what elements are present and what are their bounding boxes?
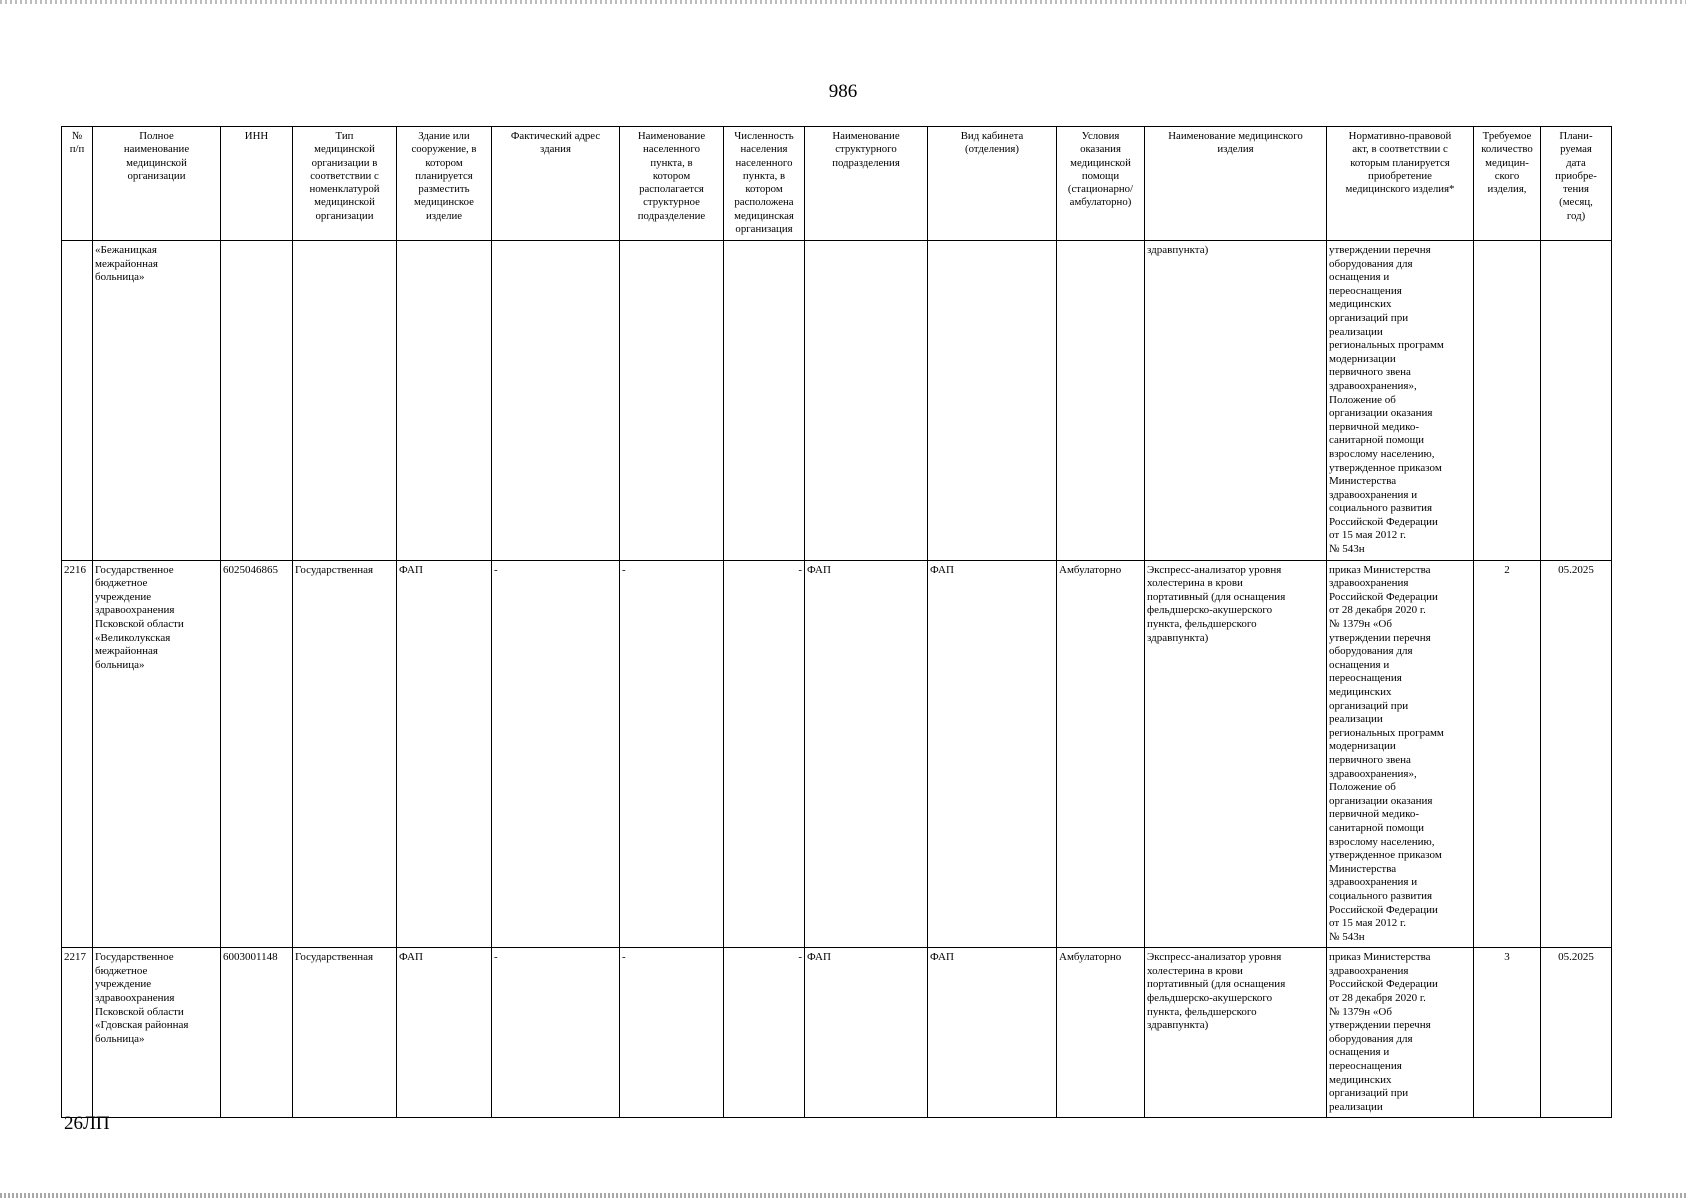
header-org-name: Полное наименование медицинской организации bbox=[93, 127, 221, 241]
cell-cabinet: ФАП bbox=[928, 948, 1057, 1118]
header-subdivision: Наименование структурного подразделения bbox=[805, 127, 928, 241]
table-row bbox=[62, 948, 1612, 1118]
cell-legal-act: приказ Министерства здравоохранения Российской Федерации от 28 декабря 2020 г. № 1379н «Об утверждении перечня оборудования для оснащения и переоснащения медицинских организаций при реализации bbox=[1327, 948, 1474, 1118]
cell-cabinet bbox=[928, 241, 1057, 561]
header-settlement: Наименование населенного пункта, в котором располагается структурное подразделение bbox=[620, 127, 724, 241]
cell-settlement: - bbox=[620, 948, 724, 1118]
cell-date bbox=[1541, 241, 1612, 561]
cell-org-type bbox=[293, 241, 397, 561]
cell-device: Экспресс-анализатор уровня холестерина в крови портативный (для оснащения фельдшерско-акушерского пункта, фельдшерского здравпункта) bbox=[1145, 560, 1327, 948]
cell-settlement bbox=[620, 241, 724, 561]
scan-edge-top bbox=[0, 0, 1686, 4]
scan-edge-bottom bbox=[0, 1193, 1686, 1198]
cell-org-type: Государственная bbox=[293, 560, 397, 948]
header-cabinet: Вид кабинета (отделения) bbox=[928, 127, 1057, 241]
cell-conditions: Амбулаторно bbox=[1057, 560, 1145, 948]
cell-device: здравпункта) bbox=[1145, 241, 1327, 561]
cell-population bbox=[724, 241, 805, 561]
cell-subdivision: ФАП bbox=[805, 948, 928, 1118]
cell-org-name: «Бежаницкая межрайонная больница» bbox=[93, 241, 221, 561]
header-conditions: Условия оказания медицинской помощи (стационарно/ амбулаторно) bbox=[1057, 127, 1145, 241]
equipment-table bbox=[61, 126, 1612, 1118]
cell-subdivision bbox=[805, 241, 928, 561]
table-header-row bbox=[62, 127, 1612, 241]
cell-subdivision: ФАП bbox=[805, 560, 928, 948]
cell-inn: 6025046865 bbox=[221, 560, 293, 948]
header-legal-act: Нормативно-правовой акт, в соответствии с которым планируется приобретение медицинского изделия* bbox=[1327, 127, 1474, 241]
header-date: Плани- руемая дата приобре- тения (месяц, год) bbox=[1541, 127, 1612, 241]
table-row bbox=[62, 560, 1612, 948]
header-population: Численность населения населенного пункта, в котором расположена медицинская организация bbox=[724, 127, 805, 241]
header-inn: ИНН bbox=[221, 127, 293, 241]
cell-quantity bbox=[1474, 241, 1541, 561]
header-address: Фактический адрес здания bbox=[492, 127, 620, 241]
cell-inn: 6003001148 bbox=[221, 948, 293, 1118]
cell-date: 05.2025 bbox=[1541, 948, 1612, 1118]
cell-device: Экспресс-анализатор уровня холестерина в крови портативный (для оснащения фельдшерско-акушерского пункта, фельдшерского здравпункта) bbox=[1145, 948, 1327, 1118]
cell-settlement: - bbox=[620, 560, 724, 948]
footer-code: 26ЛП bbox=[64, 1113, 110, 1134]
cell-org-name: Государственное бюджетное учреждение здравоохранения Псковской области «Великолукская межрайонная больница» bbox=[93, 560, 221, 948]
cell-inn bbox=[221, 241, 293, 561]
table-row-continuation bbox=[62, 241, 1612, 561]
cell-cabinet: ФАП bbox=[928, 560, 1057, 948]
header-number: № п/п bbox=[62, 127, 93, 241]
cell-population: - bbox=[724, 948, 805, 1118]
cell-address bbox=[492, 241, 620, 561]
header-quantity: Требуемое количество медицин- ского изделия, bbox=[1474, 127, 1541, 241]
header-building: Здание или сооружение, в котором планируется разместить медицинское изделие bbox=[397, 127, 492, 241]
cell-building bbox=[397, 241, 492, 561]
cell-conditions: Амбулаторно bbox=[1057, 948, 1145, 1118]
cell-conditions bbox=[1057, 241, 1145, 561]
cell-number bbox=[62, 241, 93, 561]
cell-quantity: 2 bbox=[1474, 560, 1541, 948]
cell-org-name: Государственное бюджетное учреждение здравоохранения Псковской области «Гдовская районная больница» bbox=[93, 948, 221, 1118]
page-number: 986 bbox=[828, 81, 858, 102]
cell-legal-act: утверждении перечня оборудования для оснащения и переоснащения медицинских организаций при реализации региональных программ модернизации первичного звена здравоохранения», Положение об организации оказания первичной медико- санитарной помощи взрослому населению, утвержденное приказом Министерства здравоохранения и социального развития Российской Федерации от 15 мая 2012 г. № 543н bbox=[1327, 241, 1474, 561]
cell-building: ФАП bbox=[397, 560, 492, 948]
cell-building: ФАП bbox=[397, 948, 492, 1118]
cell-number: 2217 bbox=[62, 948, 93, 1118]
cell-org-type: Государственная bbox=[293, 948, 397, 1118]
cell-quantity: 3 bbox=[1474, 948, 1541, 1118]
cell-number: 2216 bbox=[62, 560, 93, 948]
header-org-type: Тип медицинской организации в соответствии с номенклатурой медицинской организации bbox=[293, 127, 397, 241]
cell-population: - bbox=[724, 560, 805, 948]
cell-address: - bbox=[492, 948, 620, 1118]
cell-legal-act: приказ Министерства здравоохранения Российской Федерации от 28 декабря 2020 г. № 1379н «Об утверждении перечня оборудования для оснащения и переоснащения медицинских организаций при реализации региональных программ модернизации первичного звена здравоохранения», Положение об организации оказания первичной медико- санитарной помощи взрослому населению, утвержденное приказом Министерства здравоохранения и социального развития Российской Федерации от 15 мая 2012 г. № 543н bbox=[1327, 560, 1474, 948]
cell-address: - bbox=[492, 560, 620, 948]
header-device: Наименование медицинского изделия bbox=[1145, 127, 1327, 241]
cell-date: 05.2025 bbox=[1541, 560, 1612, 948]
